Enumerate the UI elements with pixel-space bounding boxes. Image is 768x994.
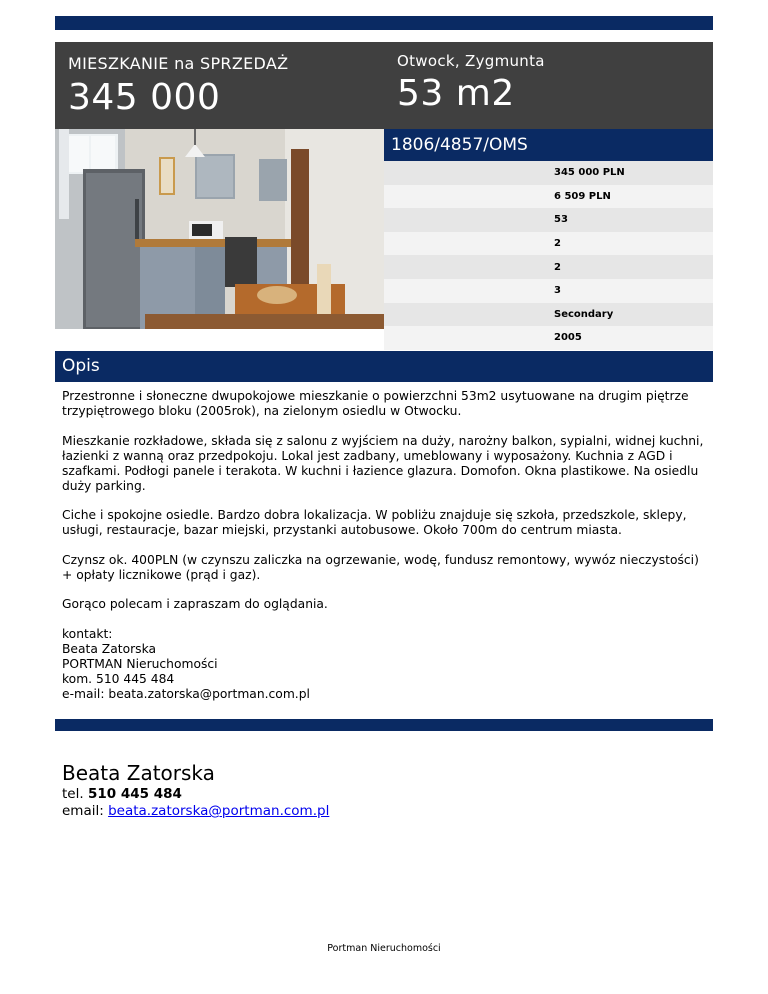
- param-value: Secondary: [554, 308, 614, 320]
- param-row: [384, 161, 713, 185]
- param-row: [384, 208, 713, 232]
- param-value: 3: [554, 285, 561, 297]
- price-headline: 345 000: [68, 77, 221, 118]
- description-paragraph: Ciche i spokojne osiedle. Bardzo dobra lokalizacja. W pobliżu znajduje się szkoła, przedszkole, sklepy, usługi, restauracje, bazar miejski, przystanki autobusowe. Około 700m do centrum miasta.: [62, 508, 687, 537]
- offer-type-label: MIESZKANIE na SPRZEDAŻ: [68, 54, 289, 73]
- contact-line: kontakt:: [62, 626, 113, 641]
- agent-card: [62, 760, 329, 820]
- top-accent-bar: [55, 16, 713, 30]
- param-value: 2: [554, 238, 561, 250]
- location-label: Otwock, Zygmunta: [397, 52, 545, 70]
- agent-email-link[interactable]: beata.zatorska@portman.com.pl: [108, 803, 330, 819]
- agent-email-line: [62, 803, 329, 820]
- contact-line: kom. 510 445 484: [62, 671, 175, 686]
- contact-line: Beata Zatorska: [62, 641, 157, 656]
- param-value: 2005: [554, 332, 582, 344]
- param-row: [384, 279, 713, 303]
- phone-label: tel.: [62, 786, 84, 802]
- param-value: 53: [554, 214, 568, 226]
- param-value: 6 509 PLN: [554, 190, 611, 202]
- contact-line: e-mail: beata.zatorska@portman.com.pl: [62, 686, 310, 701]
- param-value: 2: [554, 261, 561, 273]
- param-row: [384, 255, 713, 279]
- param-row: [384, 303, 713, 327]
- bottom-accent-bar: [55, 719, 713, 731]
- description-paragraph: Czynsz ok. 400PLN (w czynszu zaliczka na ogrzewanie, wodę, fundusz remontowy, wywóz nieczystości) + opłaty licznikowe (prąd i gaz).: [62, 552, 699, 582]
- description-paragraph: Przestronne i słoneczne dwupokojowe mieszkanie o powierzchni 53m2 usytuowane na drugim piętrze trzypiętrowego bloku (2005rok), na zielonym osiedlu w Otwocku.: [62, 389, 689, 418]
- header-right: [397, 54, 545, 116]
- header-left: [68, 54, 288, 120]
- description-heading: Opis: [55, 351, 713, 382]
- reference-number: 1806/4857/OMS: [384, 129, 713, 161]
- param-row: [384, 232, 713, 256]
- agent-phone: 510 445 484: [87, 786, 182, 802]
- param-row: [384, 185, 713, 209]
- description-body: [62, 389, 710, 702]
- listing-header: [55, 42, 713, 129]
- description-paragraph: Mieszkanie rozkładowe, składa się z salonu z wyjściem na duży, narożny balkon, sypialni, widnej kuchni, łazienki z wanną oraz przedpokoju. Lokal jest zadbany, umeblowany i wyposażony. Kuchnia z AGD i szafkami. Podłogi panele i terakota. W kuchni i łazience glazura. Domofon. Okna plastikowe. Na osiedlu duży parking.: [62, 433, 704, 493]
- agent-phone-line: [62, 786, 329, 803]
- agent-name: Beata Zatorska: [62, 761, 215, 785]
- contact-block: [62, 627, 710, 702]
- description-paragraph: Gorąco polecam i zapraszam do oglądania.: [62, 597, 328, 611]
- property-photo: [55, 129, 384, 329]
- area-headline: 53 m2: [397, 73, 515, 114]
- contact-line: PORTMAN Nieruchomości: [62, 656, 218, 671]
- param-row: [384, 326, 713, 350]
- footer-text: Portman Nieruchomości: [327, 943, 441, 954]
- email-label: email:: [62, 803, 104, 819]
- param-value: 345 000 PLN: [554, 167, 625, 179]
- parameters-table: [384, 161, 713, 350]
